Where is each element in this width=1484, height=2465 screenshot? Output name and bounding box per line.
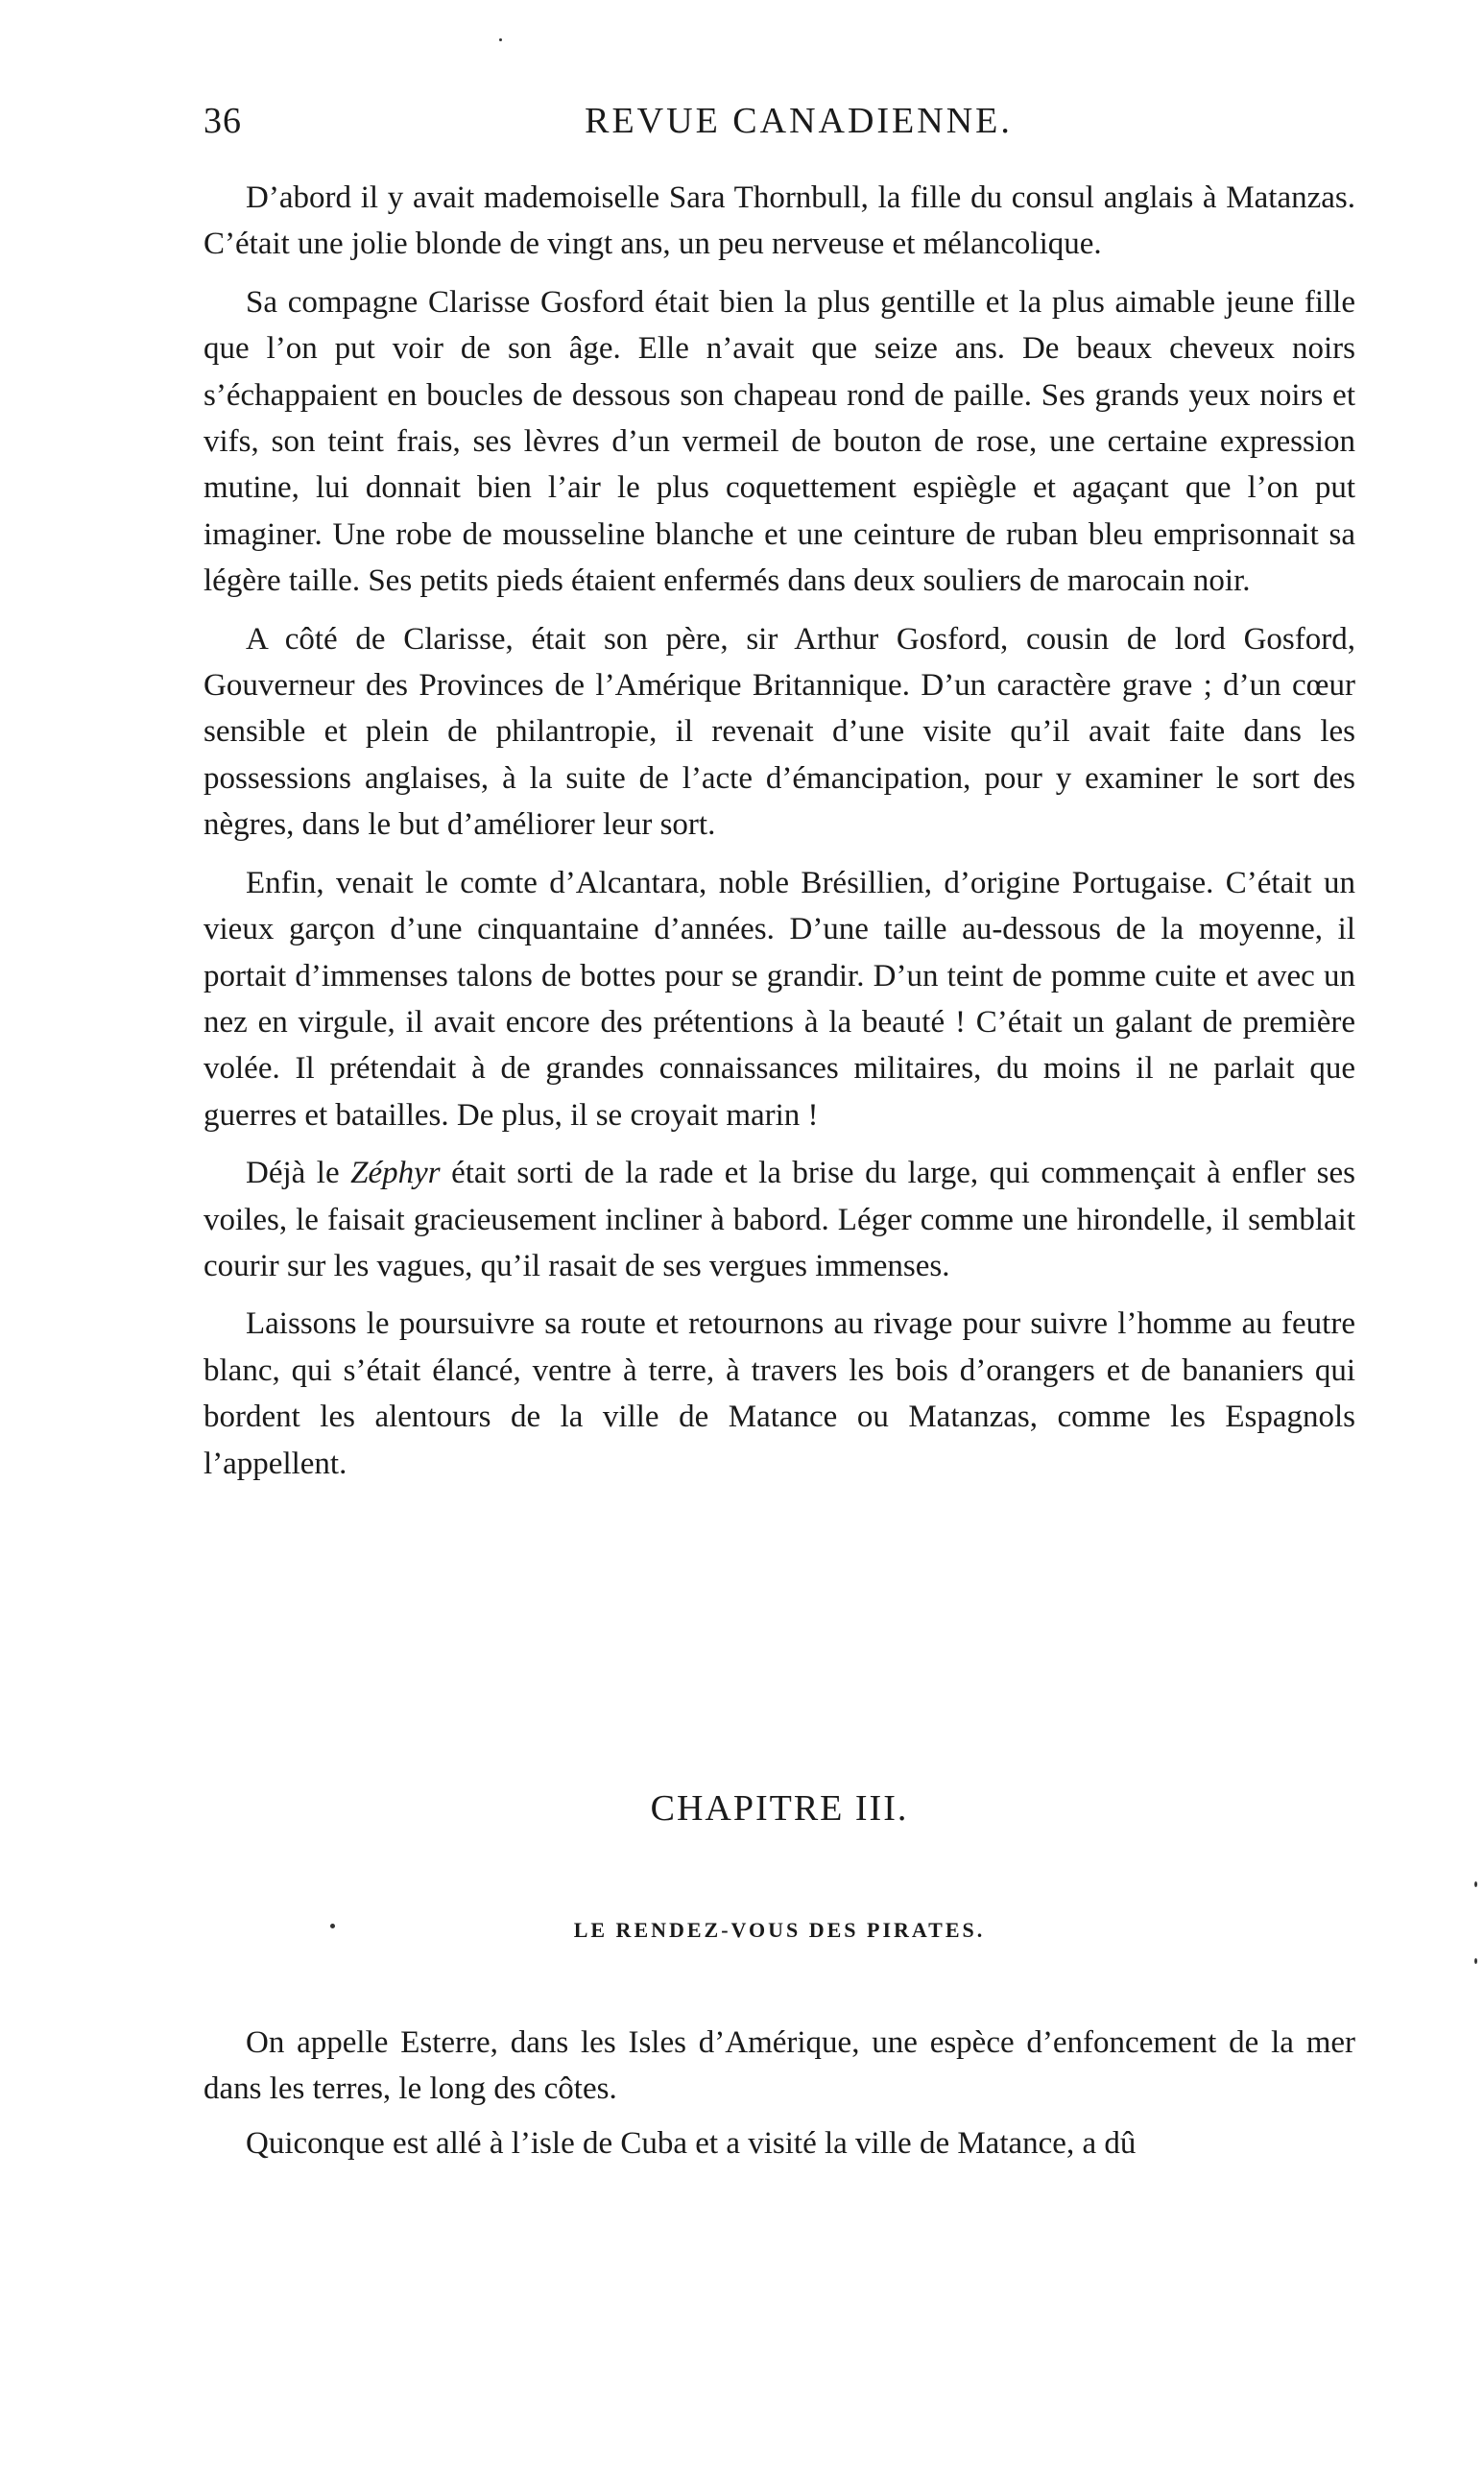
- page-header: [203, 100, 1355, 157]
- page-number: 36: [203, 101, 242, 141]
- paragraph-comte-alcantara: Enfin, venait le comte d’Alcantara, noble Brésillien, d’origine Portugaise. C’était un vieux garçon d’une cinquantaine d’années. D’une taille au-dessous de la moyenne, il portait d’immenses talons de bottes pour se grandir. D’un teint de pomme cuite et avec un nez en virgule, il avait encore des prétentions à la beauté ! C’était un galant de première volée. Il prétendait à de grandes connaissances militaires, du moins il ne parlait que guerres et batailles. De plus, il se croyait marin !: [203, 865, 1355, 1133]
- print-speck: [499, 38, 502, 41]
- paragraph-quiconque: Quiconque est allé à l’isle de Cuba et a visité la ville de Matance, a dû: [246, 2125, 1137, 2161]
- print-speck: [330, 1924, 335, 1928]
- paragraph-sara: D’abord il y avait mademoiselle Sara Thornbull, la fille du consul anglais à Matanzas. C’était une jolie blonde de vingt ans, un peu nerveuse et mélancolique.: [203, 180, 1355, 262]
- body-text: [203, 175, 1355, 1498]
- zephyr-text-before: Déjà le: [246, 1156, 351, 1191]
- chapter-body-text: [203, 2020, 1355, 2174]
- paragraph-zephyr: [203, 1150, 1355, 1289]
- ship-name-zephyr: Zéphyr: [350, 1156, 441, 1191]
- print-speck: [1474, 1958, 1477, 1964]
- zephyr-text-after: était sorti de la rade et la brise du large, qui commençait à enfler ses voiles, le faisait gracieusement incliner à babord. Léger comme une hirondelle, il semblait courir sur les vagues, qu’il rasait de ses vergues immenses.: [203, 1156, 1356, 1283]
- chapter-subtitle: LE RENDEZ-VOUS DES PIRATES.: [573, 1918, 986, 1942]
- paragraph-arthur-gosford: A côté de Clarisse, était son père, sir Arthur Gosford, cousin de lord Gosford, Gouverneur des Provinces de l’Amérique Britannique. D’un caractère grave ; d’un cœur sensible et plein de philantropie, il revenait d’une visite qu’il avait faite dans les possessions anglaises, à la suite de l’acte d’émancipation, pour y examiner le sort des nègres, dans le but d’améliorer leur sort.: [203, 621, 1355, 843]
- paragraph-laissons: Laissons le poursuivre sa route et retournons au rivage pour suivre l’homme au feutre blanc, qui s’était élancé, ventre à terre, à travers les bois d’orangers et de bananiers qui bordent les alentours de la ville de Matance ou Matanzas, comme les Espagnols l’appellent.: [203, 1306, 1355, 1481]
- paragraph-clarisse: Sa compagne Clarisse Gosford était bien la plus gentille et la plus aimable jeune fille que l’on put voir de son âge. Elle n’avait que seize ans. De beaux cheveux noirs s’échappaient en boucles de dessous son chapeau rond de paille. Ses grands yeux noirs et vifs, son teint frais, ses lèvres d’un vermeil de bouton de rose, une certaine expression mutine, lui donnait bien l’air le plus coquettement espiègle et agaçant que l’on put imaginer. Une robe de mousseline blanche et une ceinture de ruban bleu emprisonnait sa légère taille. Ses petits pieds étaient enfermés dans deux souliers de marocain noir.: [203, 284, 1355, 599]
- print-speck: [1474, 1881, 1477, 1887]
- running-title: REVUE CANADIENNE.: [585, 101, 1013, 141]
- paragraph-esterre: On appelle Esterre, dans les Isles d’Amérique, une espèce d’enfoncement de la mer dans les terres, le long des côtes.: [203, 2025, 1355, 2107]
- chapter-title: CHAPITRE III.: [650, 1788, 909, 1829]
